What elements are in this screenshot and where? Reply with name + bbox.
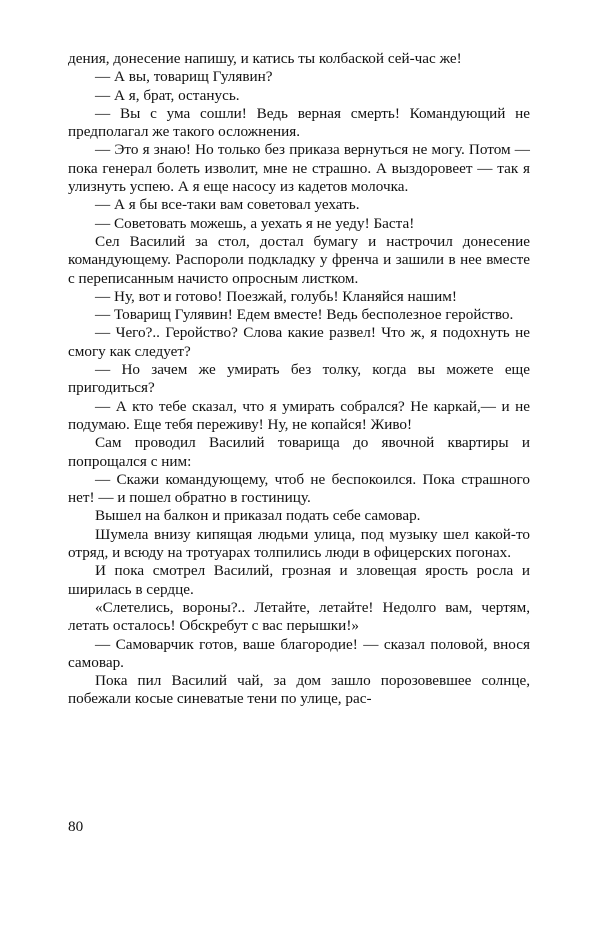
paragraph-10: — Товарищ Гулявин! Едем вместе! Ведь бесполезное геройство. — [95, 306, 514, 324]
paragraph-17: Шумела внизу кипящая людьми улица, под музыку шел какой-то отряд, и всюду на тротуарах толпились люди в офицерских погонах. — [68, 525, 530, 562]
paragraph-14: Сам проводил Василий товарища до явочной квартиры и попрощался с ним: — [68, 434, 530, 470]
page-number: 80 — [68, 818, 84, 835]
paragraph-16: Вышел на балкон и приказал подать себе самовар. — [95, 507, 421, 525]
paragraph-21: Пока пил Василий чай, за дом зашло порозовевшее солнце, побежали косые синеватые тени по улице, рас- — [68, 672, 530, 708]
paragraph-12: — Но зачем же умирать без толку, когда вы можете еще пригодиться? — [68, 361, 530, 397]
book-page — [68, 50, 530, 910]
paragraph-5: — Это я знаю! Но только без приказа вернуться не могу. Потом — пока генерал болеть изволит, мне не страшно. А выздоровеет — так я улизнуть успею. А я еще насосу из кадетов молочка. — [68, 141, 530, 196]
paragraph-9: — Ну, вот и готово! Поезжай, голубь! Кланяйся нашим! — [95, 287, 457, 305]
paragraph-20: — Самоварчик готов, ваше благородие! — сказал половой, внося самовар. — [68, 635, 530, 671]
paragraph-11: — Чего?.. Геройство? Слова какие развел! Что ж, я подохнуть не смогу как следует? — [68, 324, 530, 360]
paragraph-1: дения, донесение напишу, и катись ты колбаской сей-час же! — [68, 50, 462, 67]
paragraph-3: — А я, брат, останусь. — [95, 86, 240, 104]
paragraph-4: — Вы с ума сошли! Ведь верная смерть! Командующий не предполагал же такого осложнения. — [68, 104, 530, 141]
paragraph-6: — А я бы все-таки вам советовал уехать. — [95, 196, 360, 214]
paragraph-8: Сел Василий за стол, достал бумагу и настрочил донесение командующему. Распороли подкладку у френча и зашили в нее вместе с переписанным начисто опросным листком. — [68, 232, 530, 287]
paragraph-19: «Слетелись, вороны?.. Летайте, летайте! Недолго вам, чертям, летать осталось! Обскребут с вас перышки!» — [68, 598, 530, 635]
paragraph-15: — Скажи командующему, чтоб не беспокоился. Пока страшного нет! — и пошел обратно в гостиницу. — [68, 470, 530, 507]
paragraph-13: — А кто тебе сказал, что я умирать собрался? Не каркай,— и не подумаю. Еще тебя переживу! Ну, не копайся! Живо! — [68, 397, 530, 433]
paragraph-18: И пока смотрел Василий, грозная и зловещая ярость росла и ширилась в сердце. — [68, 562, 530, 598]
paragraph-7: — Советовать можешь, а уехать я не уеду! Баста! — [95, 214, 415, 232]
paragraph-2: — А вы, товарищ Гулявин? — [95, 68, 273, 86]
